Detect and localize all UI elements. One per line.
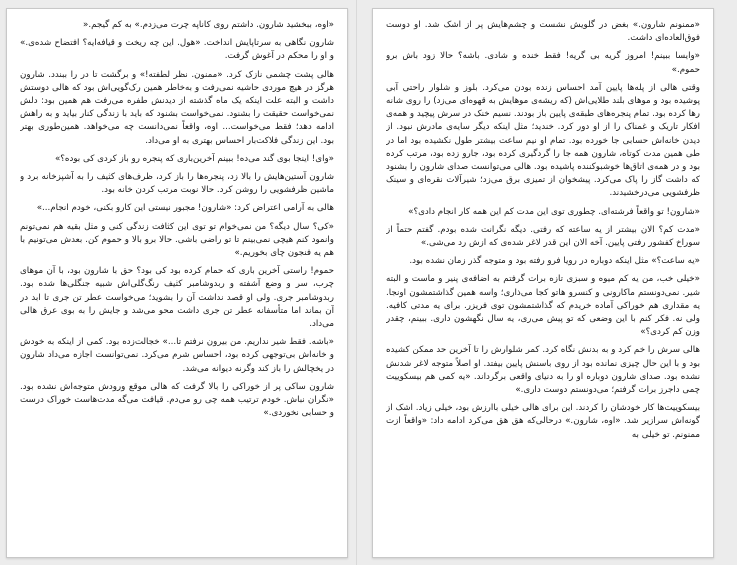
paragraph: «یه ساعت؟» مثل اینکه دوباره در رویا فرو رفته بود و متوجه گذر زمان نشده بود. (409, 256, 700, 267)
paragraph: وقتی هالی از پله‌ها پایین آمد احساس زنده بودن می‌کرد. بلوز و شلوار راحتی آبی پوشیده بود و موهای بلند طلایی‌اش (که ریشه‌ی موهایش به قهوه‌ای می‌زد) را روی شانه رها کرده بود. تمام پنجره‌های طبقه‌ی پایین باز بودند. نسیم خنک در سرش پیچید و همه‌ی افکار تاریک و غمناک را از او دور کرد. خندید؛ مثل اینکه دیگر سایه‌ی مادرش نبود. از دیدن خانه‌اش حسابی جا خورده بود. تمام او نیم ساعت بیشتر طول نکشیده بود اما در طی همین مدت کوتاه، شارون همه جا را گردگیری کرده بود، جارو زده بود، مرتب کرده بود و در همه‌ی اتاق‌ها خوشبوکننده پاشیده بود. هالی می‌توانست صدای شارون را بشنود که داشت گاز را پاک می‌کرد. پیشخوان از تمیزی برق می‌زد؛ شیرآلات نقره‌ای و سینک ظرفشویی می‌درخشیدند. (386, 82, 700, 199)
paragraph: «کی؟ سال دیگه؟ من نمی‌خوام تو توی این کثافت زندگی کنی و مثل بقیه هم نمی‌تونم وانمود کنم هیچی نمی‌بینم تا تو راضی باشی. حالا برو بالا و حموم کن. بعدش می‌تونیم با هم یه فنجون چای بخوریم.» (20, 221, 334, 259)
right-page-text (386, 19, 700, 549)
paragraph: «شارون! تو واقعاً فرشته‌ای. چطوری توی این مدت کم این همه کار انجام دادی؟» (408, 206, 700, 217)
paragraph: «وای! اینجا بوی گند می‌ده! ببینم آخرین‌باری که پنجره رو باز کردی کی بوده؟» (54, 153, 334, 164)
paragraph: «مدت کم؟ الان بیشتر از یه ساعته که رفتی. دیگه نگرانت شده بودم. گفتم حتماً از سوراخ کفشور رفتی پایین. آخه الان این قدر لاغر شده‌ی که ازش رد می‌شی.» (386, 224, 700, 249)
page-divider (356, 0, 357, 565)
paragraph: حموم! راستی آخرین باری که حمام کرده بود کی بود؟ حق با شارون بود، با آن موهای چرب، سر و وضع آشفته و ربدوشامبر کثیف رنگ‌گلی‌اش شبیه جنگلی‌ها شده بود. ربدوشامبر جری. ولی او قصد نداشت آن را بشوید؛ می‌خواست عطر تن جری تا ابد در آن بماند اما متأسفانه عطر تن جری داشت محو می‌شد و جایش را به بوی عرق هالی می‌داد. (20, 266, 334, 330)
paragraph: هالی به آرامی اعتراض کرد: «شارون! مجبور نیستی این کارو بکنی، خودم انجام...» (36, 203, 334, 214)
paragraph: «خیلی خب، من یه کم میوه و سبزی تازه برات گرفتم به اضافه‌ی پنیر و ماست و البته شیر. نمی‌دونستم ماکارونی و کنسرو هاتو کجا می‌ذاری؛ واسه همین گذاشتمشون اونجا. یه مقداری هم خوراکی آماده خریدم که گذاشتمشون توی فریزر. برای یه مدتی کافیه. ولی نه. فکر کنم با این وضعی که تو پیش می‌ری، یه سال نگهشون داری. ببینم، چقدر وزن کم کردی؟» (386, 274, 700, 338)
paragraph: «ممنونم شارون.» بغض در گلویش نشست و چشم‌هایش پر از اشک شد. او دوست فوق‌العاده‌ای داشت. (386, 20, 700, 44)
left-page (6, 8, 348, 558)
paragraph: «باشه. فقط شیر نداریم. من بیرون نرفتم تا...» خجالت‌زده بود. کمی از اینکه به خودش و خانه‌اش بی‌توجهی کرده بود، احساس شرم می‌کرد. نمی‌توانست اجازه می‌داد شارون در یخچالش را باز کند وگرنه دیوانه می‌شد. (20, 337, 334, 374)
paragraph: هالی سرش را خم کرد و به بدنش نگاه کرد. کمر شلوارش را تا آخرین حد ممکن کشیده بود و با این حال چیزی نمانده بود از روی باسنش پایین بیفتد. او اصلاً متوجه لاغر شدنش نشده بود. صدای شارون دوباره او را به دنیای واقعی برگرداند. «یه کمی هم بیسکوییت چمی داجرز برات گرفتم؛ می‌دونستم دوست داری.» (386, 345, 700, 396)
paragraph: شارون ساکی پر از خوراکی را بالا گرفت که هالی موقع ورودش متوجه‌اش نشده بود. «نگران نباش. خودم ترتیب همه چی رو می‌دم. قیافت می‌گه مدت‌هاست خوراک درست و حسابی نخوردی.» (20, 381, 334, 419)
paragraph: شارون نگاهی به سرتاپایش انداخت. «هول. این چه ریخت و قیافه‌ایه؟ افتضاح شده‌ی.» و او را محکم در آغوش گرفت. (20, 38, 334, 62)
paragraph: «وایسا ببینم! امروز گریه بی گریه! فقط خنده و شادی. باشه؟ حالا زود باش برو حموم.» (386, 51, 700, 75)
right-page (372, 8, 714, 558)
paragraph: هالی پشت چشمی نازک کرد. «ممنون. نظر لطفته!» و برگشت تا در را ببندد. شارون هرگز در هیچ موردی حاشیه نمی‌رفت و به‌خاطر همین رک‌گویی‌اش بود که هالی دوستش داشت و البته علت اینکه یک ماه گذشته از دیدنش طفره می‌رفت هم همین بود: دلش نمی‌خواست حقیقت را بشنود. نمی‌خواست بشنود که باید با زندگی کنار بیاید و به راهش ادامه دهد؛ فقط می‌خواست... اوه، واقعاً نمی‌دانست چه می‌خواهد. همین‌طوری بهتر بود. این زندگی فلاکت‌بار احساس بهتری به او می‌داد. (20, 69, 334, 146)
left-page-text (20, 19, 334, 549)
paragraph: «اوه، ببخشید شارون. داشتم روی کاناپه چرت می‌زدم.» به کم گیجم.« (83, 20, 334, 30)
paragraph: بیسکوییت‌ها کار خودشان را کردند. این برای هالی خیلی باارزش بود، خیلی زیاد. اشک از گونه‌اش سرازیر شد. «اوه، شارون.» درحالی‌که هق هق می‌کرد ادامه داد: «واقعاً ازت ممنونم. تو خیلی به (386, 403, 700, 440)
paragraph: شارون آستین‌هایش را بالا زد، پنجره‌ها را باز کرد، ظرف‌های کثیف را به آشپزخانه برد و ماشین ظرفشویی را روشن کرد. حالا نوبت مرتب کردن خانه بود. (20, 172, 334, 196)
